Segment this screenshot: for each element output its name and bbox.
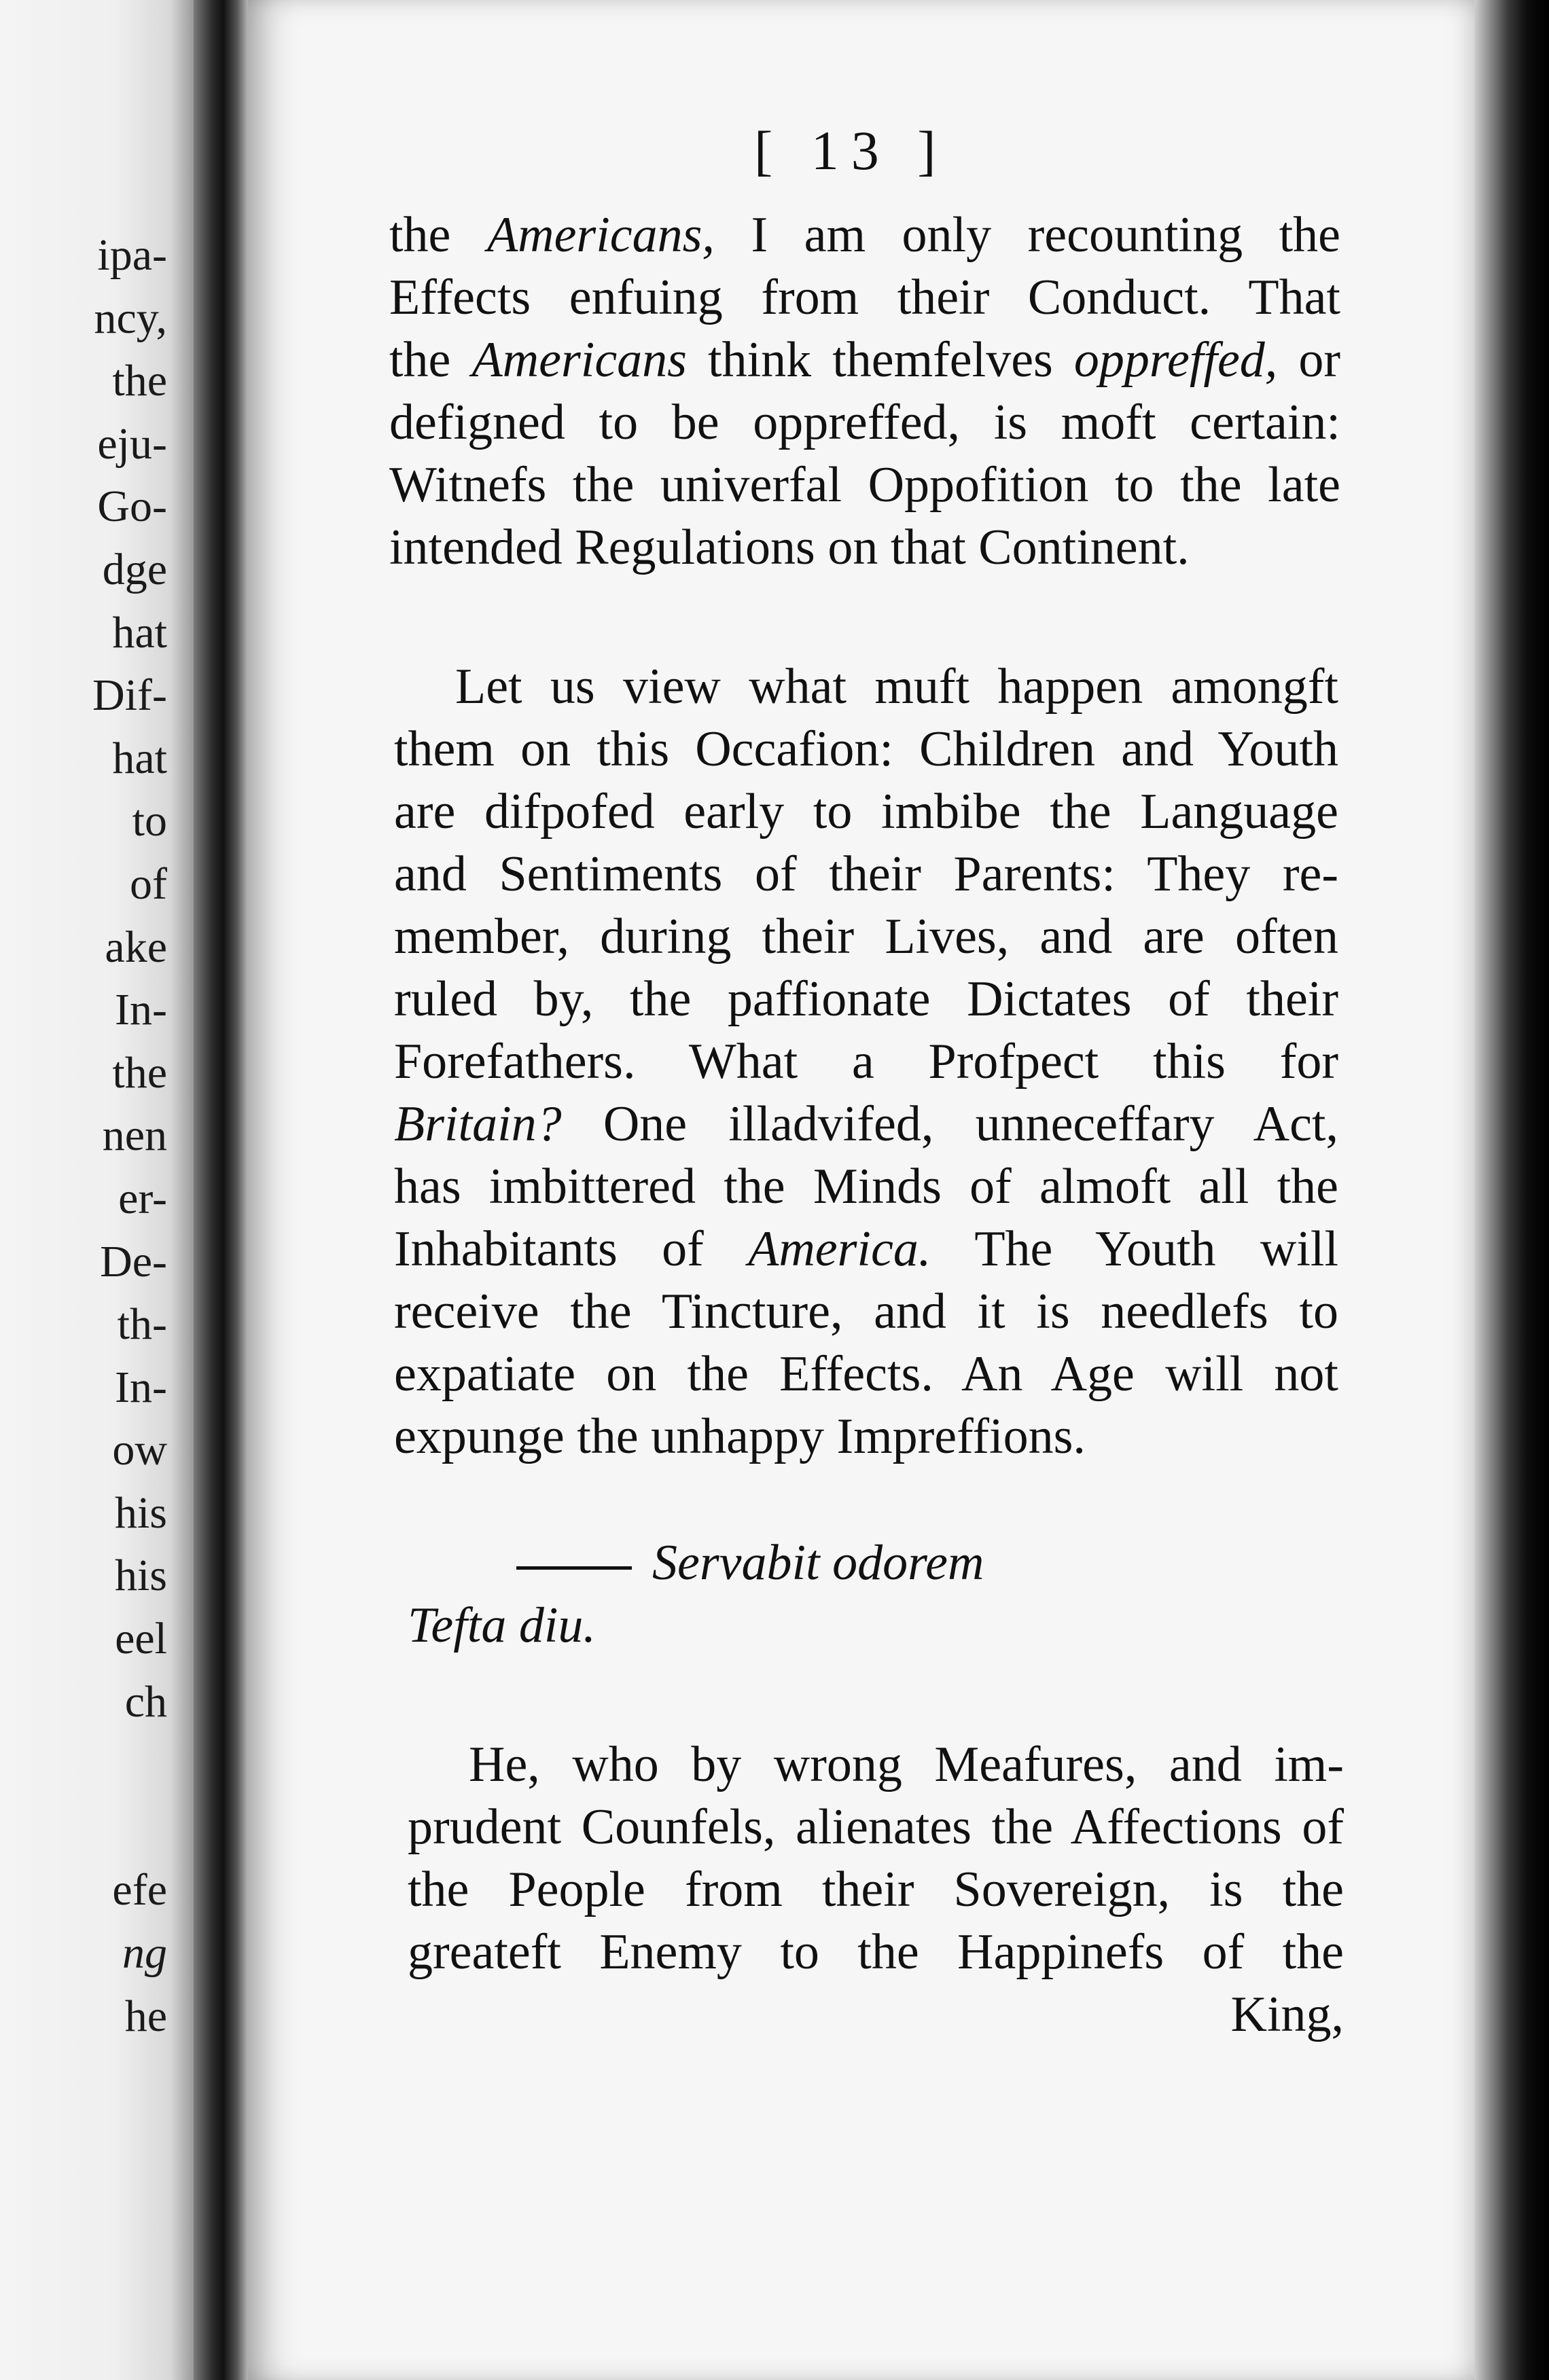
text-line — [394, 905, 1338, 968]
text-line — [394, 968, 1338, 1030]
text-line — [389, 516, 1340, 579]
left-page-line-fragment: efe — [112, 1865, 167, 1915]
text-run: receive the Tincture, and it is needlefs to — [394, 1284, 1338, 1339]
left-page-line-fragment: ncy, — [94, 293, 167, 343]
left-page-line-fragment: his — [114, 1488, 167, 1538]
text-run: Forefathers. What a Profpect this for — [394, 1034, 1338, 1089]
text-line — [394, 718, 1338, 780]
text-run: Effects enfuing from their Conduct. That — [389, 270, 1340, 325]
text-line — [389, 266, 1340, 329]
latin-verse-quotation — [408, 1532, 1087, 1657]
text-run: member, during their Lives, and are often — [394, 909, 1338, 964]
left-page-line-fragment: ake — [105, 922, 167, 972]
text-run: them on this Occafion: Children and Youth — [394, 721, 1338, 777]
text-line — [408, 1921, 1344, 1983]
left-page-line-fragment — [0, 1733, 183, 1797]
text-run: greateft Enemy to the Happinefs of the — [408, 1924, 1344, 1980]
left-page-text-fragments — [0, 224, 183, 2048]
text-run: Inhabitants of — [394, 1221, 749, 1277]
italic-text-run: Britain? — [394, 1096, 562, 1152]
left-page-line-fragment: th- — [117, 1299, 167, 1350]
text-line — [389, 391, 1340, 454]
text-line — [394, 1218, 1338, 1280]
verse-line-1-text: Servabit odorem — [652, 1535, 984, 1591]
text-run: think themfelves — [686, 332, 1074, 388]
left-page — [0, 0, 194, 2380]
text-line — [394, 1343, 1338, 1405]
text-run: ruled by, the paffionate Dictates of their — [394, 971, 1338, 1027]
text-run: has imbittered the Minds of almoft all the — [394, 1159, 1338, 1214]
catchword: King, — [1230, 1987, 1344, 2042]
left-page-line-fragment: dge — [102, 544, 167, 594]
left-page-line-fragment: his — [114, 1551, 167, 1601]
text-run: the People from their Sovereign, is the — [408, 1862, 1344, 1917]
text-line — [408, 1858, 1344, 1921]
text-line — [394, 1030, 1338, 1093]
left-page-line-fragment: hat — [112, 733, 167, 783]
text-line — [394, 1280, 1338, 1343]
text-run: and Sentiments of their Parents: They re- — [394, 846, 1338, 902]
text-line — [389, 454, 1340, 516]
left-page-line-fragment: ch — [124, 1676, 167, 1727]
left-page-line-fragment: hat — [112, 607, 167, 657]
text-line — [389, 204, 1340, 266]
left-page-line-fragment: eel — [115, 1614, 167, 1664]
verse-line-2: Tefta diu. — [408, 1598, 596, 1653]
text-run: The Youth will — [931, 1221, 1338, 1277]
left-page-line-fragment — [0, 1797, 183, 1860]
text-run: Witnefs the univerfal Oppofition to the late — [389, 457, 1340, 513]
page-number: [ 13 ] — [754, 120, 948, 181]
left-page-line-fragment: the — [112, 356, 167, 406]
text-line — [394, 655, 1338, 718]
left-page-line-fragment: Dif- — [92, 670, 167, 721]
left-page-line-fragment: he — [124, 1991, 167, 2041]
text-line — [394, 1093, 1338, 1155]
text-run: He, who by wrong Meafures, and im- — [469, 1737, 1344, 1792]
left-page-line-fragment: nen — [102, 1111, 167, 1161]
book-gutter — [194, 0, 248, 2380]
text-run: are difpofed early to imbibe the Language — [394, 784, 1338, 840]
left-page-line-fragment: Go- — [97, 482, 167, 532]
page-edge-shadow — [1474, 0, 1549, 2380]
left-page-line-fragment: De- — [100, 1236, 167, 1286]
text-line — [394, 780, 1338, 843]
left-page-line-fragment: er- — [118, 1173, 167, 1223]
italic-text-run: oppreffed, — [1073, 332, 1278, 388]
left-page-line-fragment: eju- — [97, 418, 167, 469]
left-page-line-fragment: of — [130, 859, 167, 909]
text-run: prudent Counfels, alienates the Affections of — [408, 1799, 1344, 1855]
text-run: the — [389, 332, 472, 388]
left-page-line-fragment: the — [112, 1047, 167, 1098]
text-line — [408, 1796, 1344, 1858]
text-line — [394, 1155, 1338, 1218]
left-page-line-fragment: In- — [115, 985, 167, 1035]
left-page-line-fragment: to — [132, 796, 167, 846]
left-page-line-fragment: ng — [122, 1928, 167, 1979]
text-run: intended Regulations on that Continent. — [389, 520, 1190, 575]
text-line — [389, 329, 1340, 391]
text-run: the — [389, 207, 487, 263]
em-dash-rule — [516, 1566, 632, 1570]
text-run: defigned to be oppreffed, is moft certain: — [389, 395, 1340, 450]
left-page-line-fragment: In- — [115, 1362, 167, 1412]
italic-text-run: Americans, — [486, 207, 715, 263]
text-line — [394, 843, 1338, 905]
text-run: Let us view what muft happen amongft — [455, 659, 1338, 715]
left-page-line-fragment: ipa- — [97, 230, 167, 280]
text-line — [394, 1405, 1338, 1468]
paragraph-2 — [394, 655, 1338, 1468]
italic-text-run: America. — [748, 1221, 931, 1277]
text-run: expatiate on the Effects. An Age will not — [394, 1346, 1338, 1402]
text-line — [408, 1733, 1344, 1796]
paragraph-1 — [389, 204, 1340, 579]
text-run: I am only recounting the — [714, 207, 1341, 263]
text-run: expunge the unhappy Impreffions. — [394, 1409, 1086, 1464]
left-page-line-fragment: ow — [112, 1425, 167, 1475]
paragraph-3 — [408, 1733, 1344, 2046]
text-run: or — [1277, 332, 1340, 388]
text-run: One illadvifed, unneceffary Act, — [561, 1096, 1338, 1152]
italic-text-run: Americans — [471, 332, 687, 388]
verse-line-1 — [408, 1532, 1087, 1594]
